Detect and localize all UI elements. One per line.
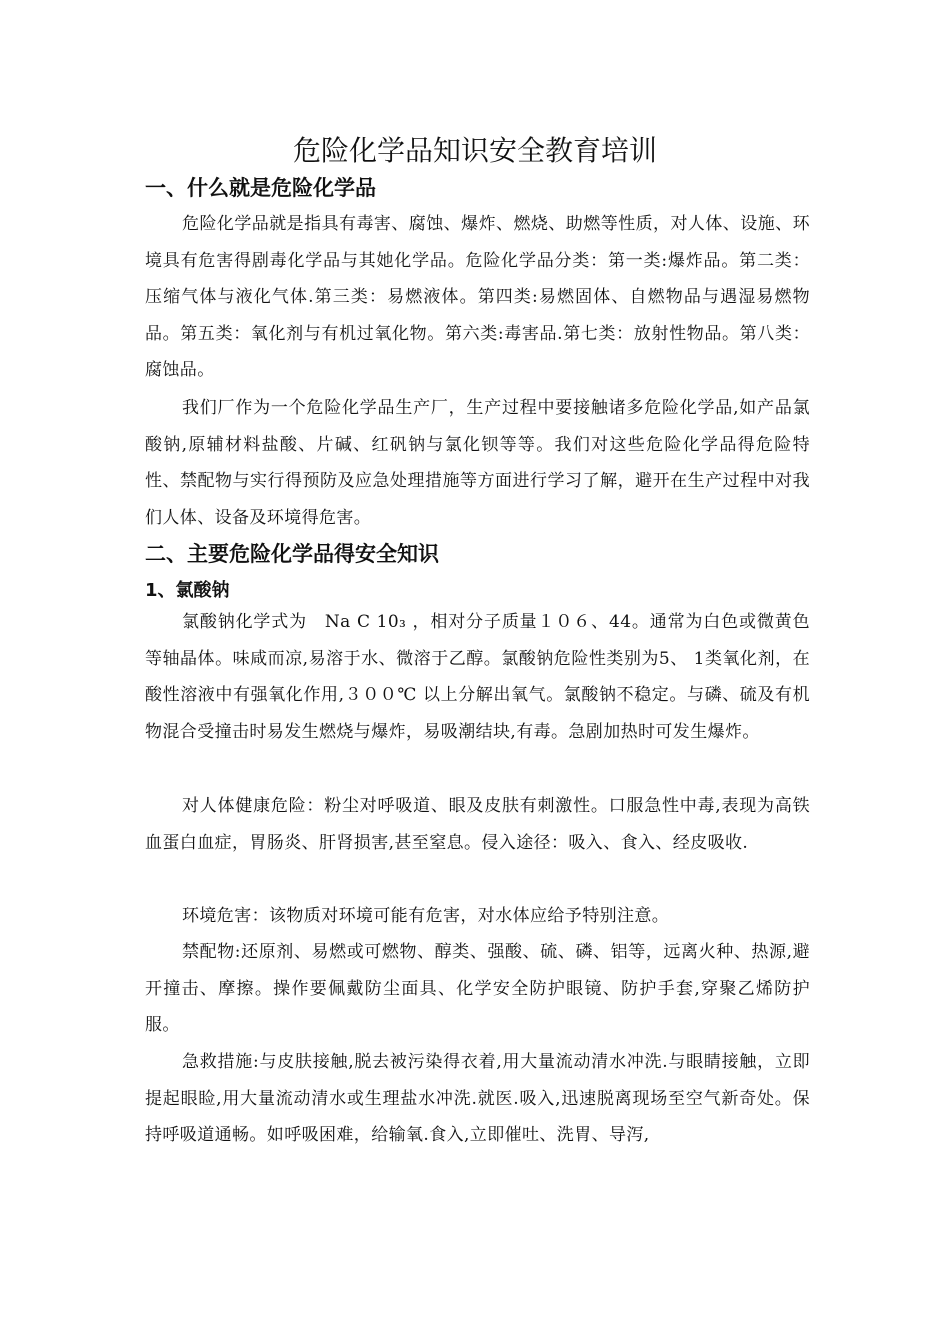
paragraph-incompatible-materials: 禁配物:还原剂、易燃或可燃物、醇类、强酸、硫、磷、铝等，远离火种、热源,避开撞击、摩擦。操作要佩戴防尘面具、化学安全防护眼镜、防护手套,穿聚乙烯防护服。 xyxy=(145,942,810,1035)
document-title: 危险化学品知识安全教育培训 xyxy=(292,134,657,167)
paragraph-environment-hazard: 环境危害：该物质对环境可能有危害，对水体应给予特别注意。 xyxy=(182,906,670,926)
paragraph-health-hazard: 对人体健康危险：粉尘对呼吸道、眼及皮肤有刺激性。口服急性中毒,表现为高铁血蛋白血症，胃肠炎、肝肾损害,甚至窒息。侵入途径：吸入、食入、经皮吸收. xyxy=(145,796,810,853)
paragraph-factory-context: 我们厂作为一个危险化学品生产厂，生产过程中要接触诸多危险化学品,如产品氯酸钠,原辅材料盐酸、片碱、红矾钠与氯化钡等等。我们对这些危险化学品得危险特性、禁配物与实行得预防及应急处理措施等方面进行学习了解，避开在生产过程中对我们人体、设备及环境得危害。 xyxy=(145,398,810,528)
paragraph-definition: 危险化学品就是指具有毒害、腐蚀、爆炸、燃烧、助燃等性质，对人体、设施、环境具有危害得剧毒化学品与其她化学品。危险化学品分类：第一类:爆炸品。第二类：压缩气体与液化气体.第三类：易燃液体。第四类:易燃固体、自燃物品与遇湿易燃物品。第五类：氧化剂与有机过氧化物。第六类:毒害品.第七类：放射性物品。第八类：腐蚀品。 xyxy=(145,214,810,380)
paragraph-first-aid: 急救措施:与皮肤接触,脱去被污染得衣着,用大量流动清水冲洗.与眼睛接触，立即提起眼睑,用大量流动清水或生理盐水冲洗.就医.吸入,迅速脱离现场至空气新奇处。保持呼吸道通畅。如呼吸困难，给输氧.食入,立即催吐、洗胃、导泻, xyxy=(145,1052,810,1145)
section-heading-safety-knowledge: 二、主要危险化学品得安全知识 xyxy=(145,542,439,566)
section-heading-what-is: 一、什么就是危险化学品 xyxy=(145,176,376,200)
paragraph-chemical-properties: 氯酸钠化学式为 Na C 10₃ ，相对分子质量１０６、44。通常为白色或微黄色等轴晶体。味咸而凉,易溶于水、微溶于乙醇。氯酸钠危险性类别为5、 1类氧化剂，在酸性溶液中有强氧化作用,３００℃ 以上分解出氧气。氯酸钠不稳定。与磷、硫及有机物混合受撞击时易发生燃烧与爆炸，易吸潮结块,有毒。急剧加热时可发生爆炸。 xyxy=(145,612,811,742)
subsection-heading-sodium-chlorate: 1、氯酸钠 xyxy=(145,580,230,601)
